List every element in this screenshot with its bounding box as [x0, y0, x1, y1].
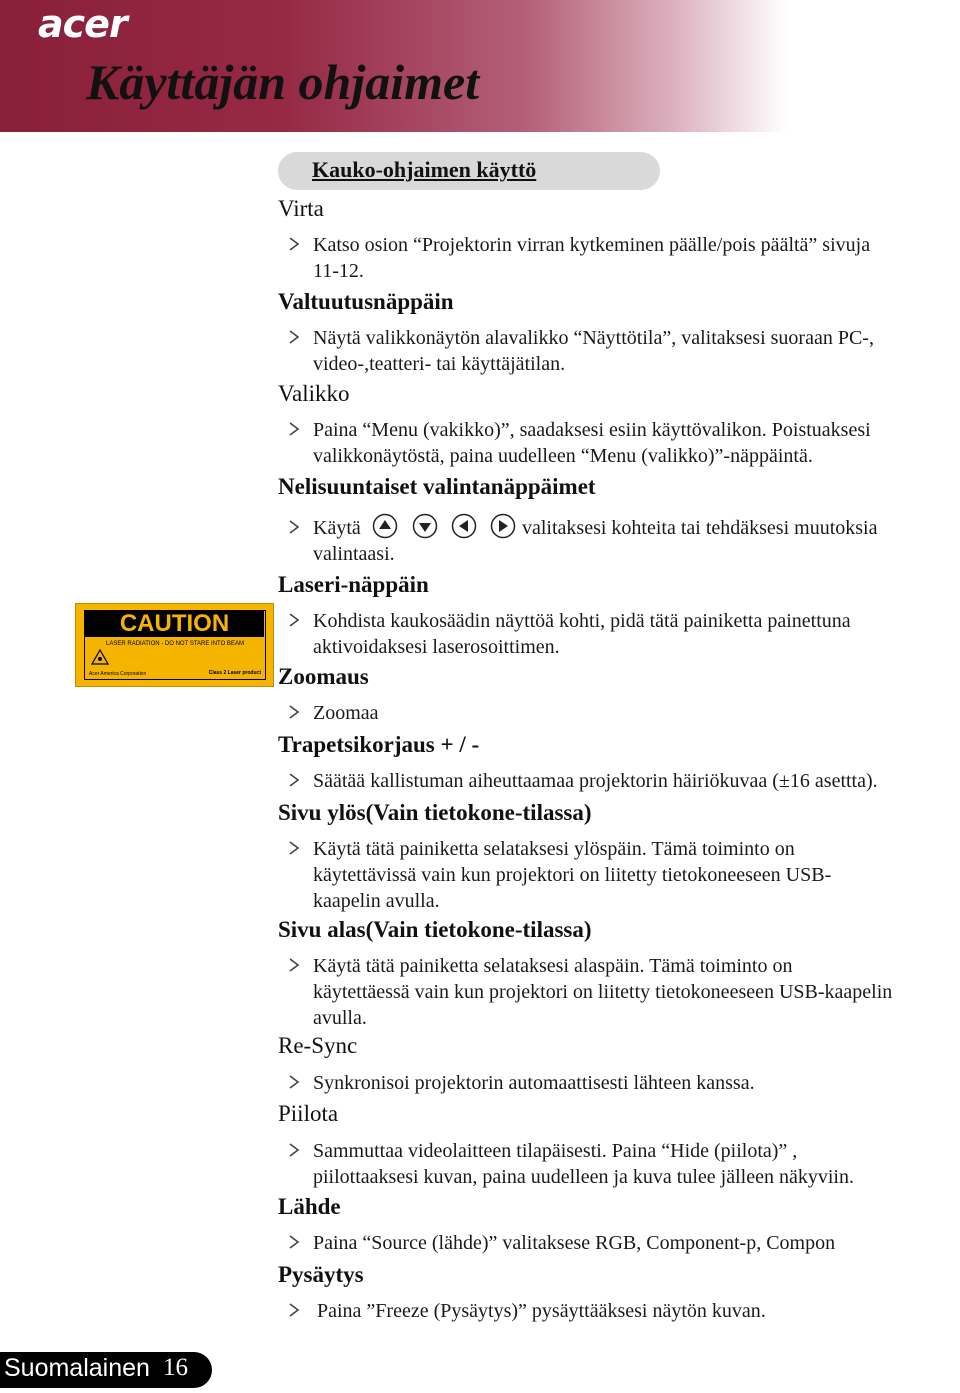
down-arrow-icon [412, 513, 438, 539]
item-text [317, 1298, 957, 1324]
text-line: Kohdista kaukosäädin näyttöä kohti, pidä tätä painiketta painettuna [313, 610, 851, 632]
text-line: 11-12. [313, 260, 364, 282]
text-line: piilottaaksesi kuvan, paina uudelleen ja kuva tulee jälleen näkyviin. [313, 1166, 854, 1188]
item-text [313, 768, 953, 794]
heading-laseri: Laseri-näppäin [278, 572, 429, 597]
text-line: Zoomaa [313, 702, 379, 724]
bullet-arrow-icon [288, 1075, 300, 1089]
bullet-arrow-icon [288, 705, 300, 719]
text-line: video-,teatteri- tai käyttäjätilan. [313, 353, 566, 375]
caution-company: Acer America Corporation [89, 671, 147, 677]
bullet-arrow-icon [288, 773, 300, 787]
caution-warning: LASER RADIATION - DO NOT STARE INTO BEAM [106, 641, 244, 647]
text-line: Sammuttaa videolaitteen tilapäisesti. Paina “Hide (piilota)” , [313, 1140, 798, 1162]
item-text [313, 836, 953, 914]
text-line: avulla. [313, 1007, 367, 1029]
bullet-arrow-icon [288, 958, 300, 972]
header-banner [0, 0, 960, 132]
caution-label [75, 603, 274, 687]
text-line: Synkronisoi projektorin automaattisesti lähteen kanssa. [313, 1072, 755, 1094]
text-line: Säätää kallistuman aiheuttaamaa projektorin häiriökuvaa (±16 asettta). [313, 770, 878, 792]
heading-valikko: Valikko [278, 381, 350, 406]
text-line: valikkonäytöstä, paina uudelleen “Menu (valikko)”-näppäintä. [313, 445, 813, 467]
section-pill [278, 152, 660, 190]
item-text [313, 608, 953, 660]
footer-language: Suomalainen [4, 1354, 150, 1382]
right-arrow-icon [490, 513, 516, 539]
heading-lahde: Lähde [278, 1194, 341, 1219]
item-suffix: valitaksesi kohteita tai tehdäksesi muutoksia [522, 517, 878, 539]
bullet-arrow-icon [288, 841, 300, 855]
text-line: käytettäessä vain kun projektori on liitetty tietokoneeseen USB-kaapelin [313, 981, 893, 1003]
heading-re-sync: Re-Sync [278, 1033, 358, 1058]
heading-nelisuuntaiset: Nelisuuntaiset valintanäppäimet [278, 474, 596, 499]
heading-virta: Virta [278, 196, 324, 221]
heading-sivu-ylos: Sivu ylös(Vain tietokone-tilassa) [278, 800, 592, 825]
text-line: Katso osion “Projektorin virran kytkeminen päälle/pois päältä” sivuja [313, 234, 871, 256]
page-number: 16 [163, 1354, 188, 1381]
item-text [313, 1138, 953, 1190]
text-line: Käytä tätä painiketta selataksesi ylöspäin. Tämä toiminto on [313, 838, 795, 860]
section-title: Kauko-ohjaimen käyttö [312, 157, 537, 182]
heading-zoomaus: Zoomaus [278, 664, 369, 689]
text-line: Paina “Menu (vakikko)”, saadaksesi esiin käyttövalikon. Poistuaksesi [313, 419, 871, 441]
heading-trapetsikorjaus: Trapetsikorjaus + / - [278, 732, 480, 757]
heading-sivu-alas: Sivu alas(Vain tietokone-tilassa) [278, 917, 592, 942]
text-line: Paina ”Freeze (Pysäytys)” pysäyttääksesi näytön kuvan. [317, 1300, 766, 1322]
footer-page-badge [0, 1352, 212, 1388]
bullet-arrow-icon [288, 422, 300, 436]
heading-valtuutusnappain: Valtuutusnäppäin [278, 289, 454, 314]
text-line: valintaasi. [313, 543, 395, 565]
item-text [313, 1230, 953, 1256]
heading-pysaytys: Pysäytys [278, 1262, 364, 1287]
text-line: Paina “Source (lähde)” valitaksese RGB, Component-p, Compon [313, 1232, 836, 1254]
item-text [313, 953, 953, 1031]
bullet-arrow-icon [288, 1235, 300, 1249]
acer-logo: acer [38, 2, 127, 46]
up-arrow-icon [372, 513, 398, 539]
text-line: kaapelin avulla. [313, 890, 440, 912]
laser-warning-icon [91, 649, 109, 665]
item-text [313, 700, 953, 726]
text-line: käytettävissä vain kun projektori on liitetty tietokoneeseen USB- [313, 864, 832, 886]
bullet-arrow-icon [288, 520, 300, 534]
left-arrow-icon [451, 513, 477, 539]
item-text [313, 1070, 953, 1096]
text-line: aktivoidaksesi laserosoittimen. [313, 636, 560, 658]
text-line: Näytä valikkonäytön alavalikko “Näyttötila”, valitaksesi suoraan PC-, [313, 327, 874, 349]
bullet-arrow-icon [288, 1303, 300, 1317]
item-prefix: Käytä [313, 517, 361, 539]
bullet-arrow-icon [288, 613, 300, 627]
bullet-arrow-icon [288, 1143, 300, 1157]
caution-frame [84, 610, 266, 680]
caution-class: Class 2 Laser product [208, 670, 261, 676]
item-text [313, 417, 953, 469]
bullet-arrow-icon [288, 237, 300, 251]
item-text [313, 325, 953, 377]
heading-piilota: Piilota [278, 1101, 339, 1126]
bullet-arrow-icon [288, 330, 300, 344]
caution-title: CAUTION [85, 611, 264, 637]
item-text [313, 232, 953, 284]
text-line: Käytä tätä painiketta selataksesi alaspäin. Tämä toiminto on [313, 955, 793, 977]
page-title: Käyttäjän ohjaimet [86, 54, 480, 110]
